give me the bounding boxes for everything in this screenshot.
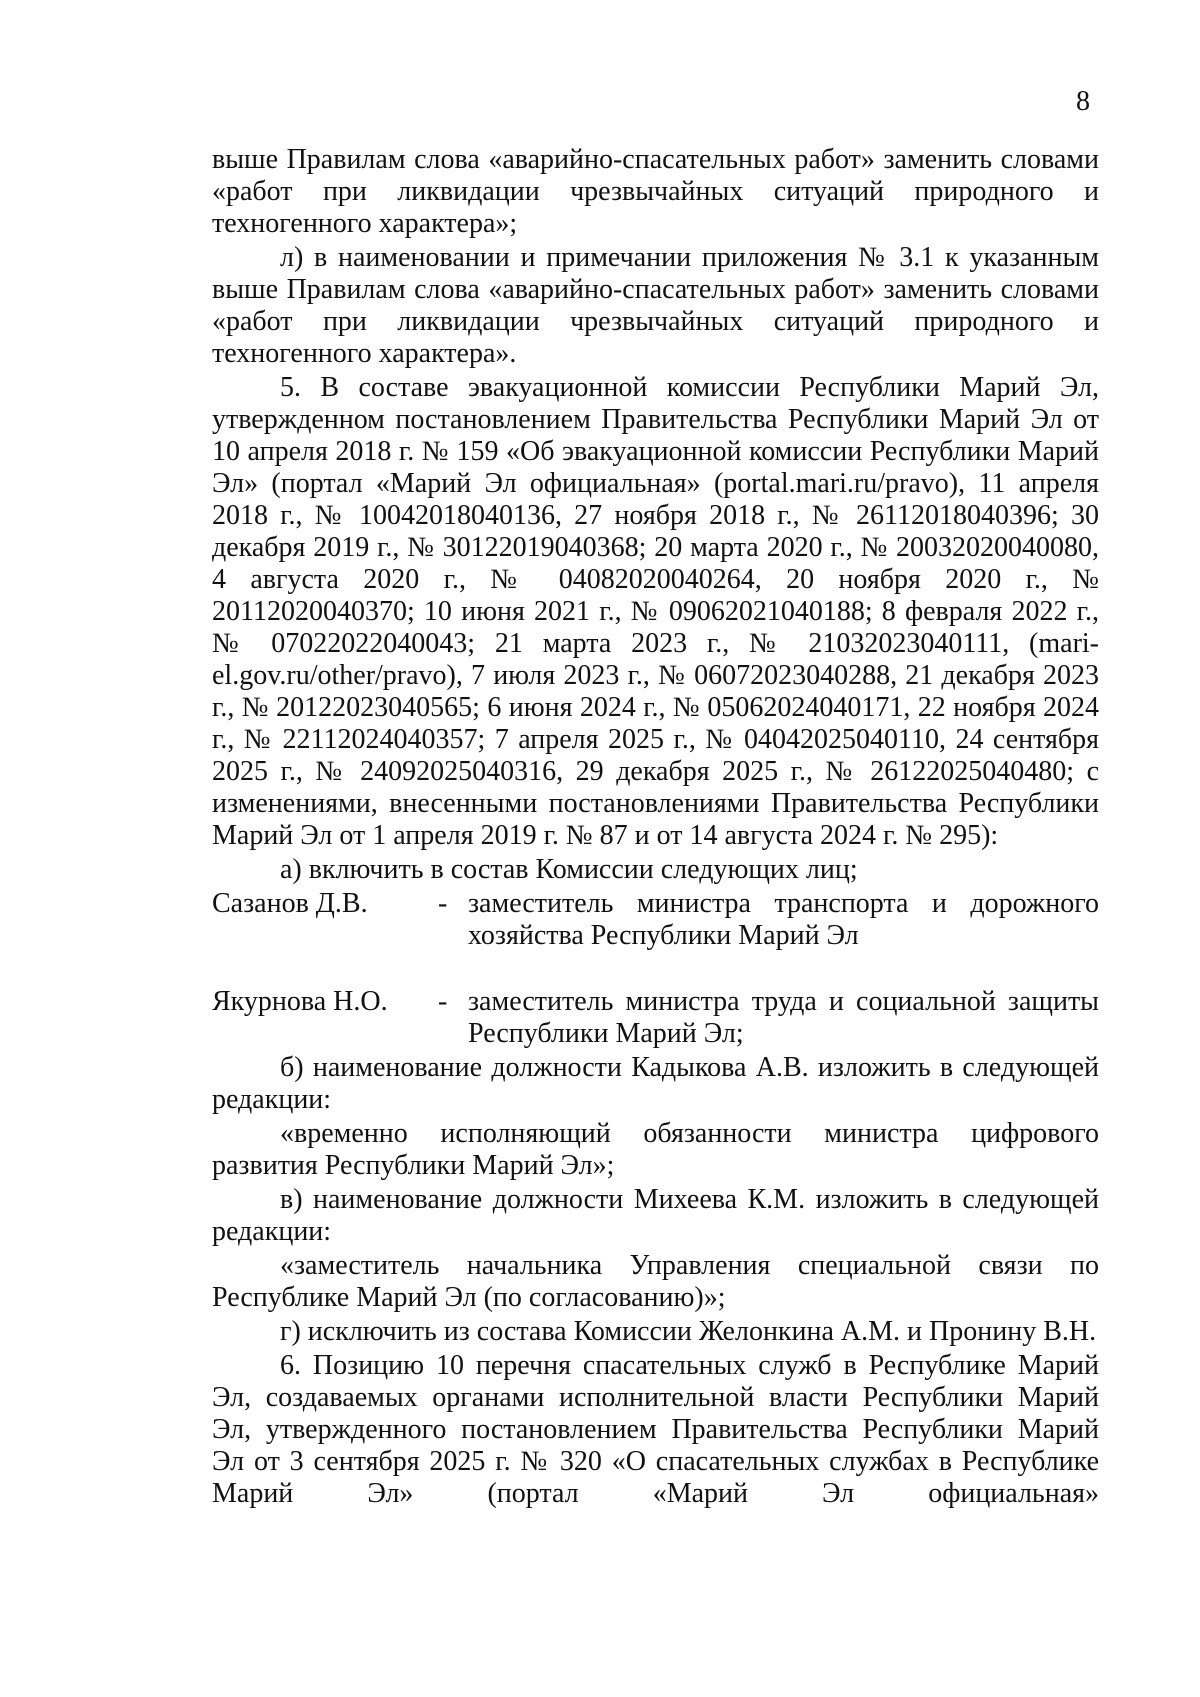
- paragraph-item-a: а) включить в состав Комиссии следующих лиц;: [280, 854, 858, 885]
- member-role: [468, 888, 1099, 952]
- member-role-line: хозяйства Республики Марий Эл: [468, 920, 859, 951]
- member-role-line: Республики Марий Эл;: [468, 1018, 744, 1049]
- page-number: 8: [1076, 86, 1090, 117]
- document-body: [212, 144, 1099, 1510]
- paragraph-continuation: выше Правилам слова «аварийно-спасательных работ» заменить словами «работ при ликвидации чрезвычайных ситуаций природного и техногенного характера»;: [212, 144, 1099, 239]
- member-name: Сазанов Д.В.: [212, 888, 368, 919]
- blank-line: [212, 952, 1099, 984]
- paragraph-section-6: 6. Позицию 10 перечня спасательных служб в Республике Марий Эл, создаваемых органами исполнительной власти Республики Марий Эл, утвержденного постановлением Правительства Республики Марий Эл от 3 сентября 2025 г. № 320 «О спасательных службах в Республике Марий Эл» (портал «Марий Эл официальная»: [212, 1350, 1099, 1509]
- paragraph-item-g: г) исключить из состава Комиссии Желонкина А.М. и Пронину В.Н.: [280, 1316, 1097, 1347]
- paragraph-item-v: в) наименование должности Михеева К.М. изложить в следующей редакции:: [212, 1184, 1099, 1247]
- member-entry: [212, 986, 1099, 1050]
- member-role-line: заместитель министра транспорта и дорожного: [468, 888, 1099, 919]
- paragraph-quote-v: «заместитель начальника Управления специальной связи по Республике Марий Эл (по согласованию)»;: [212, 1250, 1099, 1313]
- member-role: [468, 986, 1099, 1050]
- member-dash: -: [438, 888, 448, 919]
- paragraph-quote-b: «временно исполняющий обязанности министра цифрового развития Республики Марий Эл»;: [212, 1118, 1099, 1181]
- member-role-line: заместитель министра труда и социальной защиты: [468, 986, 1099, 1017]
- member-entry: [212, 888, 1099, 952]
- paragraph-item-b: б) наименование должности Кадыкова А.В. изложить в следующей редакции:: [212, 1052, 1099, 1115]
- member-name: Якурнова Н.О.: [212, 986, 388, 1017]
- member-dash: -: [438, 986, 448, 1017]
- paragraph-item-l: л) в наименовании и примечании приложения № 3.1 к указанным выше Правилам слова «аварийно-спасательных работ» заменить словами «работ при ликвидации чрезвычайных ситуаций природного и техногенного характера».: [212, 242, 1099, 369]
- paragraph-section-5: 5. В составе эвакуационной комиссии Республики Марий Эл, утвержденном постановлением Правительства Республики Марий Эл от 10 апреля 2018 г. № 159 «Об эвакуационной комиссии Республики Марий Эл» (портал «Марий Эл официальная» (portal.mari.ru/pravo), 11 апреля 2018 г., № 10042018040136, 27 ноября 2018 г., № 26112018040396; 30 декабря 2019 г., № 30122019040368; 20 марта 2020 г., № 20032020040080, 4 августа 2020 г., № 04082020040264, 20 ноября 2020 г., № 20112020040370; 10 июня 2021 г., № 09062021040188; 8 февраля 2022 г., № 07022022040043; 21 марта 2023 г., № 21032023040111, (mari-el.gov.ru/other/pravo), 7 июля 2023 г., № 06072023040288, 21 декабря 2023 г., № 20122023040565; 6 июня 2024 г., № 05062024040171, 22 ноября 2024 г., № 22112024040357; 7 апреля 2025 г., № 04042025040110, 24 сентября 2025 г., № 24092025040316, 29 декабря 2025 г., № 26122025040480; с изменениями, внесенными постановлениями Правительства Республики Марий Эл от 1 апреля 2019 г. № 87 и от 14 августа 2024 г. № 295):: [212, 372, 1099, 851]
